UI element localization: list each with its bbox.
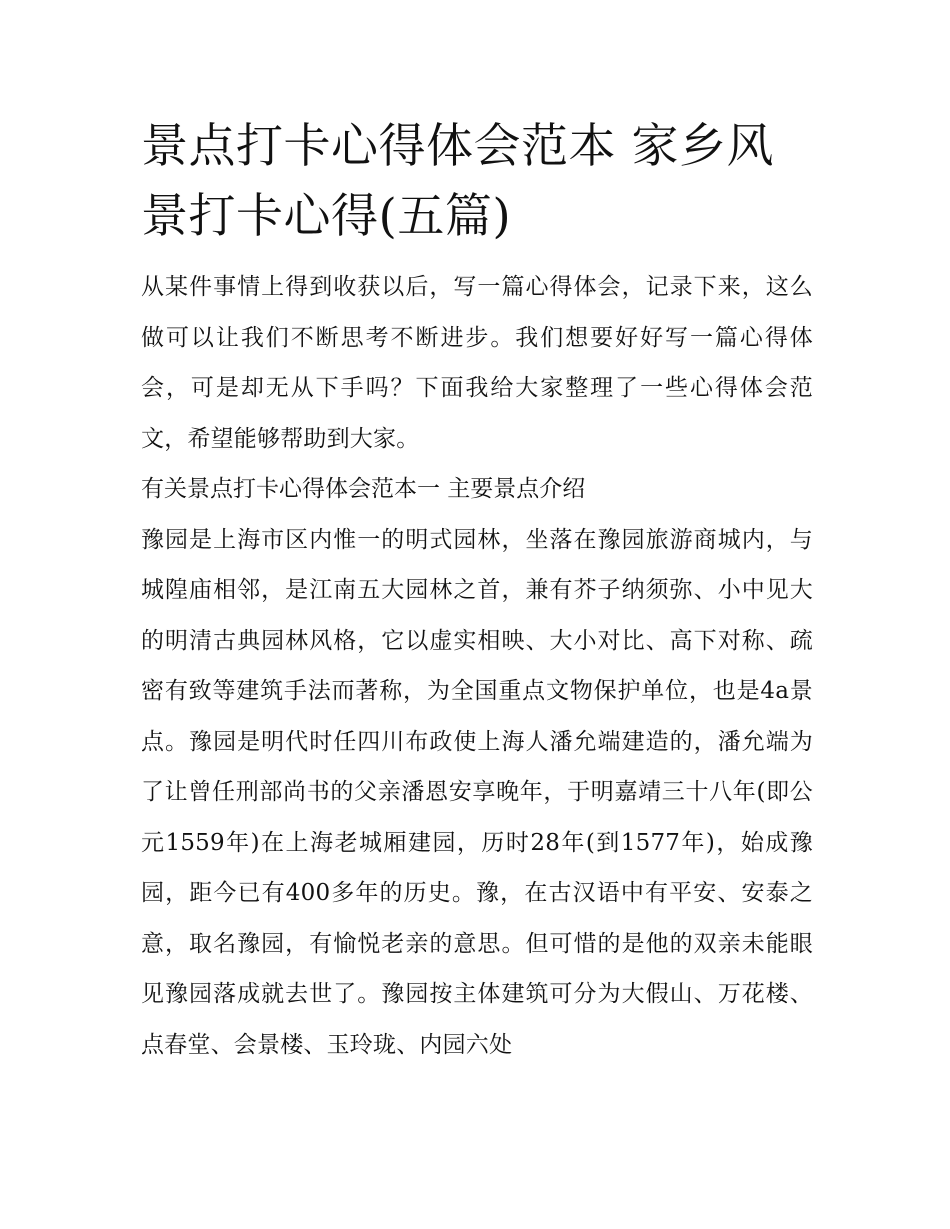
intro-paragraph: 从某件事情上得到收获以后，写一篇心得体会，记录下来，这么做可以让我们不断思考不断进步。我们想要好好写一篇心得体会，可是却无从下手吗？下面我给大家整理了一些心得体会范文，希望能够帮助到大家。: [141, 274, 813, 452]
section-heading: 有关景点打卡心得体会范本一 主要景点介绍: [141, 476, 586, 502]
document-page: [141, 112, 813, 1070]
body-paragraph: 豫园是上海市区内惟一的明式园林，坐落在豫园旅游商城内，与城隍庙相邻，是江南五大园林之首，兼有芥子纳须弥、小中见大的明清古典园林风格，它以虚实相映、大小对比、高下对称、疏密有致等建筑手法而著称，为全国重点文物保护单位，也是4a景点。豫园是明代时任四川布政使上海人潘允端建造的，潘允端为了让曾任刑部尚书的父亲潘恩安享晚年，于明嘉靖三十八年(即公元1559年)在上海老城厢建园，历时28年(到1577年)，始成豫园，距今已有400多年的历史。豫，在古汉语中有平安、安泰之意，取名豫园，有愉悦老亲的意思。但可惜的是他的双亲未能眼见豫园落成就去世了。豫园按主体建筑可分为大假山、万花楼、点春堂、会景楼、玉玲珑、内园六处: [141, 526, 813, 1058]
document-title: 景点打卡心得体会范本 家乡风景打卡心得(五篇): [141, 119, 774, 244]
